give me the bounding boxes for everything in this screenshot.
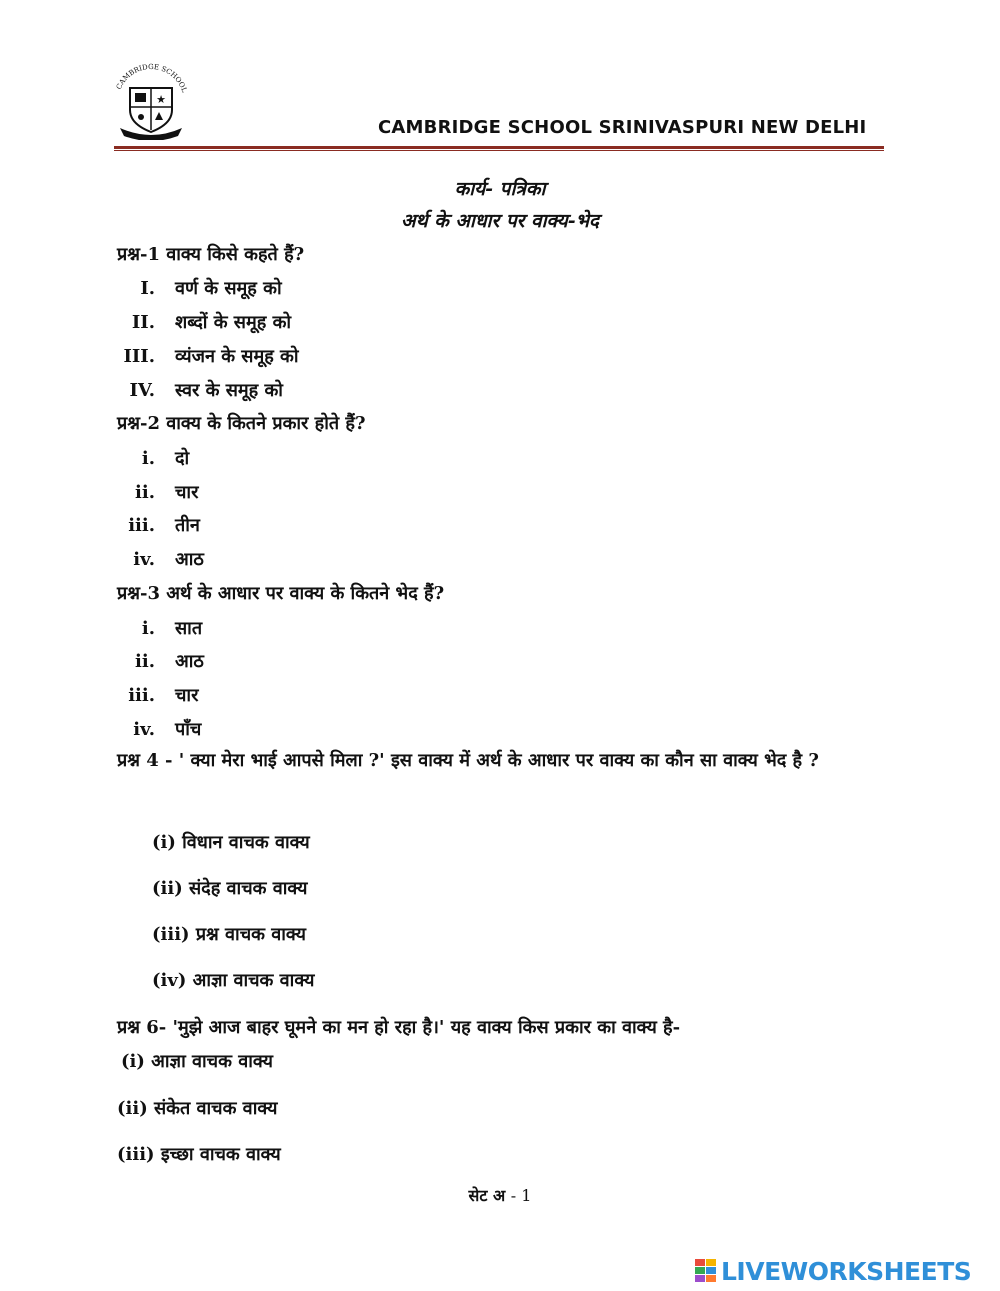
header-rule xyxy=(114,146,884,149)
svg-text:★: ★ xyxy=(156,93,166,106)
q1-option: II. शब्दों के समूह को xyxy=(131,312,292,333)
q1-option: IV. स्वर के समूह को xyxy=(129,380,283,401)
worksheet-title: कार्य- पत्रिका xyxy=(454,178,546,200)
q3-option: i. सात xyxy=(141,618,203,639)
question-3: प्रश्न-3 अर्थ के आधार पर वाक्य के कितने भेद हैं? xyxy=(117,583,445,604)
q1-option: I. वर्ण के समूह को xyxy=(140,278,282,299)
liveworksheets-brand xyxy=(695,1258,971,1284)
school-logo xyxy=(108,62,194,140)
q2-option: i. दो xyxy=(141,448,190,469)
q6-option: (iii) इच्छा वाचक वाक्य xyxy=(117,1144,281,1165)
question-4: प्रश्न 4 - ' क्या मेरा भाई आपसे मिला ?' इस वाक्य में अर्थ के आधार पर वाक्य का कौन सा वाक्य भेद है ? xyxy=(117,750,819,771)
q2-option: iii. तीन xyxy=(128,515,200,536)
q3-option: ii. आठ xyxy=(135,651,204,672)
q4-option: (iii) प्रश्न वाचक वाक्य xyxy=(152,924,306,945)
liveworksheets-logo-icon xyxy=(695,1259,717,1283)
q4-option: (ii) संदेह वाचक वाक्य xyxy=(152,878,308,899)
question-2: प्रश्न-2 वाक्य के कितने प्रकार होते हैं? xyxy=(117,413,366,434)
school-name: CAMBRIDGE SCHOOL SRINIVASPURI NEW DELHI xyxy=(378,117,867,138)
page-number: - 1 xyxy=(510,1186,532,1205)
page-footer xyxy=(0,1184,1000,1206)
question-6: प्रश्न 6- 'मुझे आज बाहर घूमने का मन हो रहा है।' यह वाक्य किस प्रकार का वाक्य है- xyxy=(117,1017,681,1038)
q2-option: ii. चार xyxy=(135,482,199,503)
svg-text:CAMBRIDGE SCHOOL: CAMBRIDGE SCHOOL xyxy=(114,62,189,94)
question-1: प्रश्न-1 वाक्य किसे कहते हैं? xyxy=(117,244,305,265)
set-label: सेट अ xyxy=(468,1186,506,1205)
q3-option: iv. पाँच xyxy=(133,719,202,740)
q4-option: (iv) आज्ञा वाचक वाक्य xyxy=(152,970,315,991)
q6-option: (i) आज्ञा वाचक वाक्य xyxy=(121,1051,273,1072)
q4-option: (i) विधान वाचक वाक्य xyxy=(152,832,310,853)
header-rule-thin xyxy=(114,150,884,151)
q1-option: III. व्यंजन के समूह को xyxy=(123,346,299,367)
q6-option: (ii) संकेत वाचक वाक्य xyxy=(117,1098,278,1119)
worksheet-subtitle: अर्थ के आधार पर वाक्य-भेद xyxy=(400,210,600,232)
q2-option: iv. आठ xyxy=(133,549,204,570)
q3-option: iii. चार xyxy=(128,685,199,706)
brand-text: LIVEWORKSHEETS xyxy=(721,1256,972,1286)
